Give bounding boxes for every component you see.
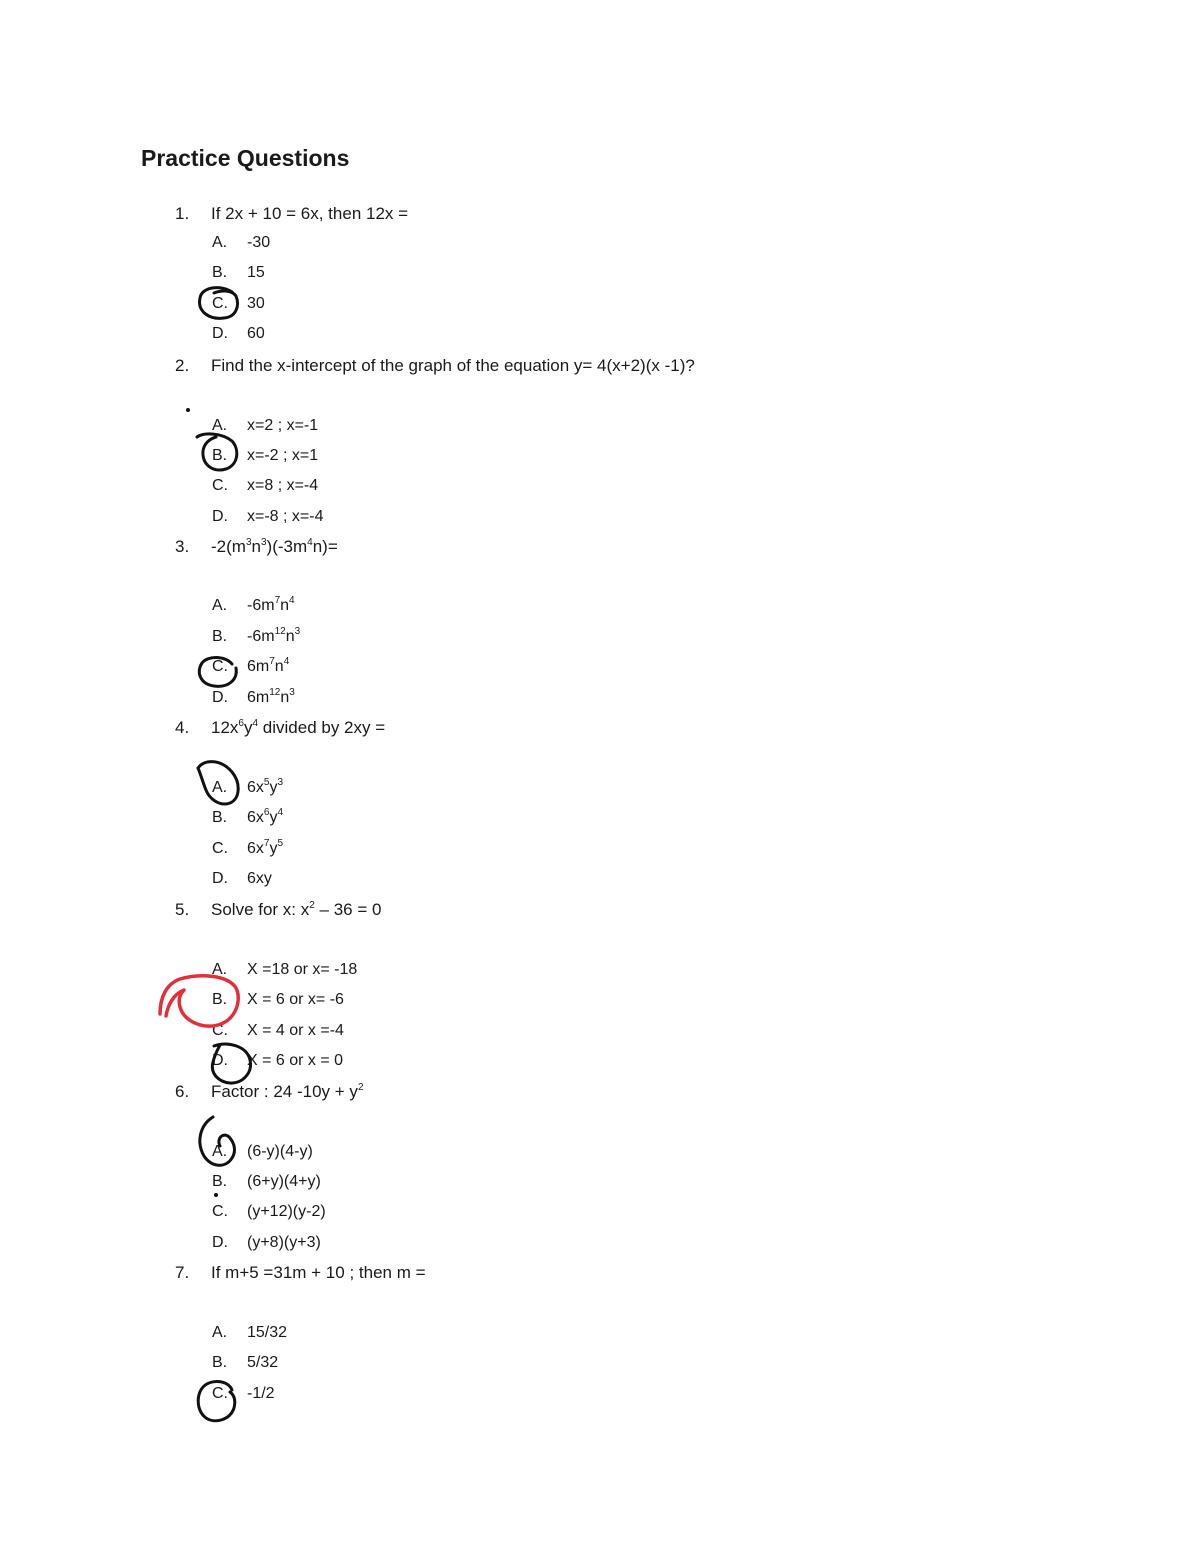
option-letter: A. xyxy=(212,1324,228,1341)
question-text: $-2(m^3n^3)(-3m^4n)=$ xyxy=(211,537,338,556)
option-text: x=-8 ; x=-4 xyxy=(247,508,324,525)
question-text: Solve for x: $x^2 - 36 = 0$ xyxy=(211,900,382,919)
option-letter: A. xyxy=(212,417,228,434)
option-text: $6x^7y^5$ xyxy=(247,838,284,857)
option-text: X = 4 or x =-4 xyxy=(247,1022,344,1039)
question-text: $12x^6y^4$ divided by 2xy = xyxy=(211,718,386,737)
option-letter: B. xyxy=(212,809,228,826)
option-letter: D. xyxy=(212,325,228,342)
option-letter: C. xyxy=(212,840,228,857)
question-number: 1. xyxy=(175,204,190,223)
option-letter: C. xyxy=(212,658,228,675)
option-text: $6x^6y^4$ xyxy=(247,807,284,826)
question-text: If 2x + 10 = 6x, then 12x = xyxy=(211,204,409,223)
circle-mark-q2-b xyxy=(197,434,237,470)
option-text: 60 xyxy=(247,325,265,342)
question-number: 3. xyxy=(175,537,190,556)
circle-mark-q4-a xyxy=(198,762,238,804)
option-letter: D. xyxy=(212,689,228,706)
question-number: 7. xyxy=(175,1263,190,1282)
stray-ink-dot xyxy=(186,408,190,412)
question-number: 5. xyxy=(175,900,190,919)
option-letter: A. xyxy=(212,1143,228,1160)
option-text: (y+12)(y-2) xyxy=(247,1203,326,1220)
option-letter: A. xyxy=(212,961,228,978)
option-letter: C. xyxy=(212,1022,228,1039)
option-text: (6+y)(4+y) xyxy=(247,1173,321,1190)
option-text: $-6m^{12}n^3$ xyxy=(247,626,301,645)
option-letter: D. xyxy=(212,1052,228,1069)
option-text: -1/2 xyxy=(247,1385,275,1402)
option-text: $6m^{12}n^3$ xyxy=(247,687,295,706)
question-number: 6. xyxy=(175,1082,190,1101)
option-text: 30 xyxy=(247,295,265,312)
option-text: 15/32 xyxy=(247,1324,288,1341)
circle-mark-q7-c xyxy=(198,1381,235,1420)
option-letter: D. xyxy=(212,1234,228,1251)
option-text: $6x^5y^3$ xyxy=(247,777,284,796)
option-letter: A. xyxy=(212,779,228,796)
option-text: 5/32 xyxy=(247,1354,279,1371)
option-letter: D. xyxy=(212,870,228,887)
question-text: Find the x-intercept of the graph of the equation y= 4(x+2)(x -1)? xyxy=(211,356,695,375)
question-text: Factor : 24 $-10y + y^2$ xyxy=(211,1082,364,1101)
option-letter: B. xyxy=(212,447,228,464)
stray-ink-dot xyxy=(214,1193,218,1197)
option-letter: A. xyxy=(212,234,228,251)
question-number: 2. xyxy=(175,356,190,375)
option-text: $6m^7n^4$ xyxy=(247,656,290,675)
question-number: 4. xyxy=(175,718,190,737)
option-letter: B. xyxy=(212,264,228,281)
option-letter: D. xyxy=(212,508,228,525)
circle-mark-q5-b-red xyxy=(160,976,238,1026)
option-text: x=2 ; x=-1 xyxy=(247,417,319,434)
option-text: X = 6 or x = 0 xyxy=(247,1052,344,1069)
option-text: (6-y)(4-y) xyxy=(247,1143,313,1160)
option-letter: C. xyxy=(212,1385,228,1402)
option-text: 6xy xyxy=(247,870,272,887)
option-letter: C. xyxy=(212,477,228,494)
circle-mark-q1-c xyxy=(200,288,238,319)
option-text: X = 6 or x= -6 xyxy=(247,991,344,1008)
option-text: $-6m^7n^4$ xyxy=(247,595,295,614)
question-text: If m+5 =31m + 10 ; then m = xyxy=(211,1263,426,1282)
circle-mark-q6-a xyxy=(200,1117,235,1165)
option-text: X =18 or x= -18 xyxy=(247,961,358,978)
option-letter: A. xyxy=(212,597,228,614)
circle-mark-q5-d xyxy=(212,1044,250,1083)
option-text: (y+8)(y+3) xyxy=(247,1234,321,1251)
option-text: x=8 ; x=-4 xyxy=(247,477,319,494)
option-text: 15 xyxy=(247,264,265,281)
option-text: x=-2 ; x=1 xyxy=(247,447,319,464)
option-letter: B. xyxy=(212,1173,228,1190)
option-letter: C. xyxy=(212,295,228,312)
option-letter: B. xyxy=(212,1354,228,1371)
option-letter: B. xyxy=(212,628,228,645)
circle-mark-q3-c xyxy=(199,657,236,686)
option-text: -30 xyxy=(247,234,271,251)
option-letter: B. xyxy=(212,991,228,1008)
option-letter: C. xyxy=(212,1203,228,1220)
page-title: Practice Questions xyxy=(141,145,350,171)
